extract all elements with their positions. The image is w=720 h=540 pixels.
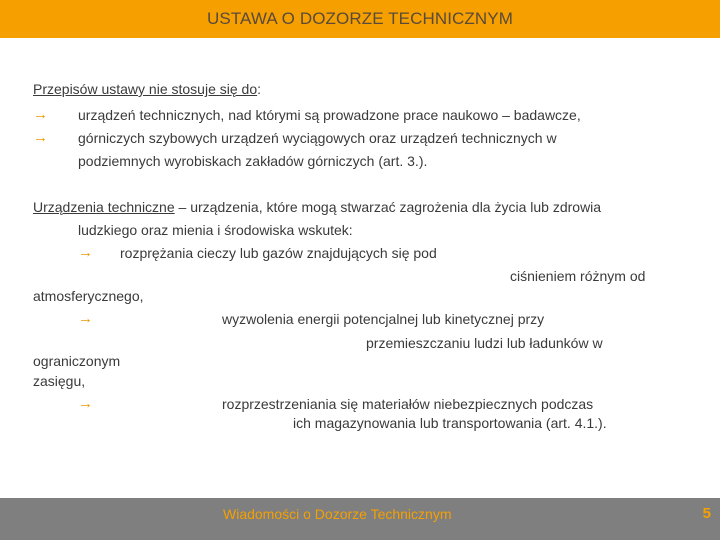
arrow-right-icon: → xyxy=(78,395,93,412)
arrow-right-icon: → xyxy=(78,310,93,327)
title-bar xyxy=(0,0,720,38)
definition-term: Urządzenia techniczne xyxy=(33,199,175,215)
exclusion-item-mining-line2: podziemnych wyrobiskach zakładów górniczych (art. 3.). xyxy=(78,153,428,169)
definition-line2: ludzkiego oraz mienia i środowiska wskutek: xyxy=(78,222,353,238)
cause-energy-line3: ograniczonym xyxy=(33,353,121,369)
cause-energy-line2: przemieszczaniu ludzi lub ładunków w xyxy=(366,335,603,351)
footer-title: Wiadomości o Dozorze Technicznym xyxy=(223,506,452,522)
exclusion-item-research: urządzeń technicznych, nad którymi są prowadzone prace naukowo – badawcze, xyxy=(78,107,581,123)
arrow-right-icon: → xyxy=(33,106,48,123)
definition-text: – urządzenia, które mogą stwarzać zagrożenia dla życia lub zdrowia xyxy=(174,199,602,215)
section1-heading xyxy=(33,80,261,98)
cause-pressure-line3: atmosferycznego, xyxy=(33,288,144,304)
definition-line1 xyxy=(33,198,601,216)
section1-heading-colon: : xyxy=(257,81,261,97)
cause-pressure-line1: rozprężania cieczy lub gazów znajdujących się pod xyxy=(120,245,437,261)
section1-heading-text: Przepisów ustawy nie stosuje się do xyxy=(33,81,258,97)
exclusion-item-mining-line1: górniczych szybowych urządzeń wyciągowych oraz urządzeń technicznych w xyxy=(78,130,557,146)
arrow-right-icon: → xyxy=(33,129,48,146)
cause-hazmat-line2: ich magazynowania lub transportowania (art. 4.1.). xyxy=(293,415,607,431)
cause-energy-line1: wyzwolenia energii potencjalnej lub kinetycznej przy xyxy=(222,311,545,327)
page-number: 5 xyxy=(702,505,711,522)
footer-bar xyxy=(0,498,720,540)
cause-energy-line4: zasięgu, xyxy=(33,373,86,389)
slide-title: USTAWA O DOZORZE TECHNICZNYM xyxy=(207,9,513,28)
arrow-right-icon: → xyxy=(78,244,93,261)
cause-pressure-line2: ciśnieniem różnym od xyxy=(510,268,646,284)
cause-hazmat-line1: rozprzestrzeniania się materiałów niebezpiecznych podczas xyxy=(222,396,594,412)
